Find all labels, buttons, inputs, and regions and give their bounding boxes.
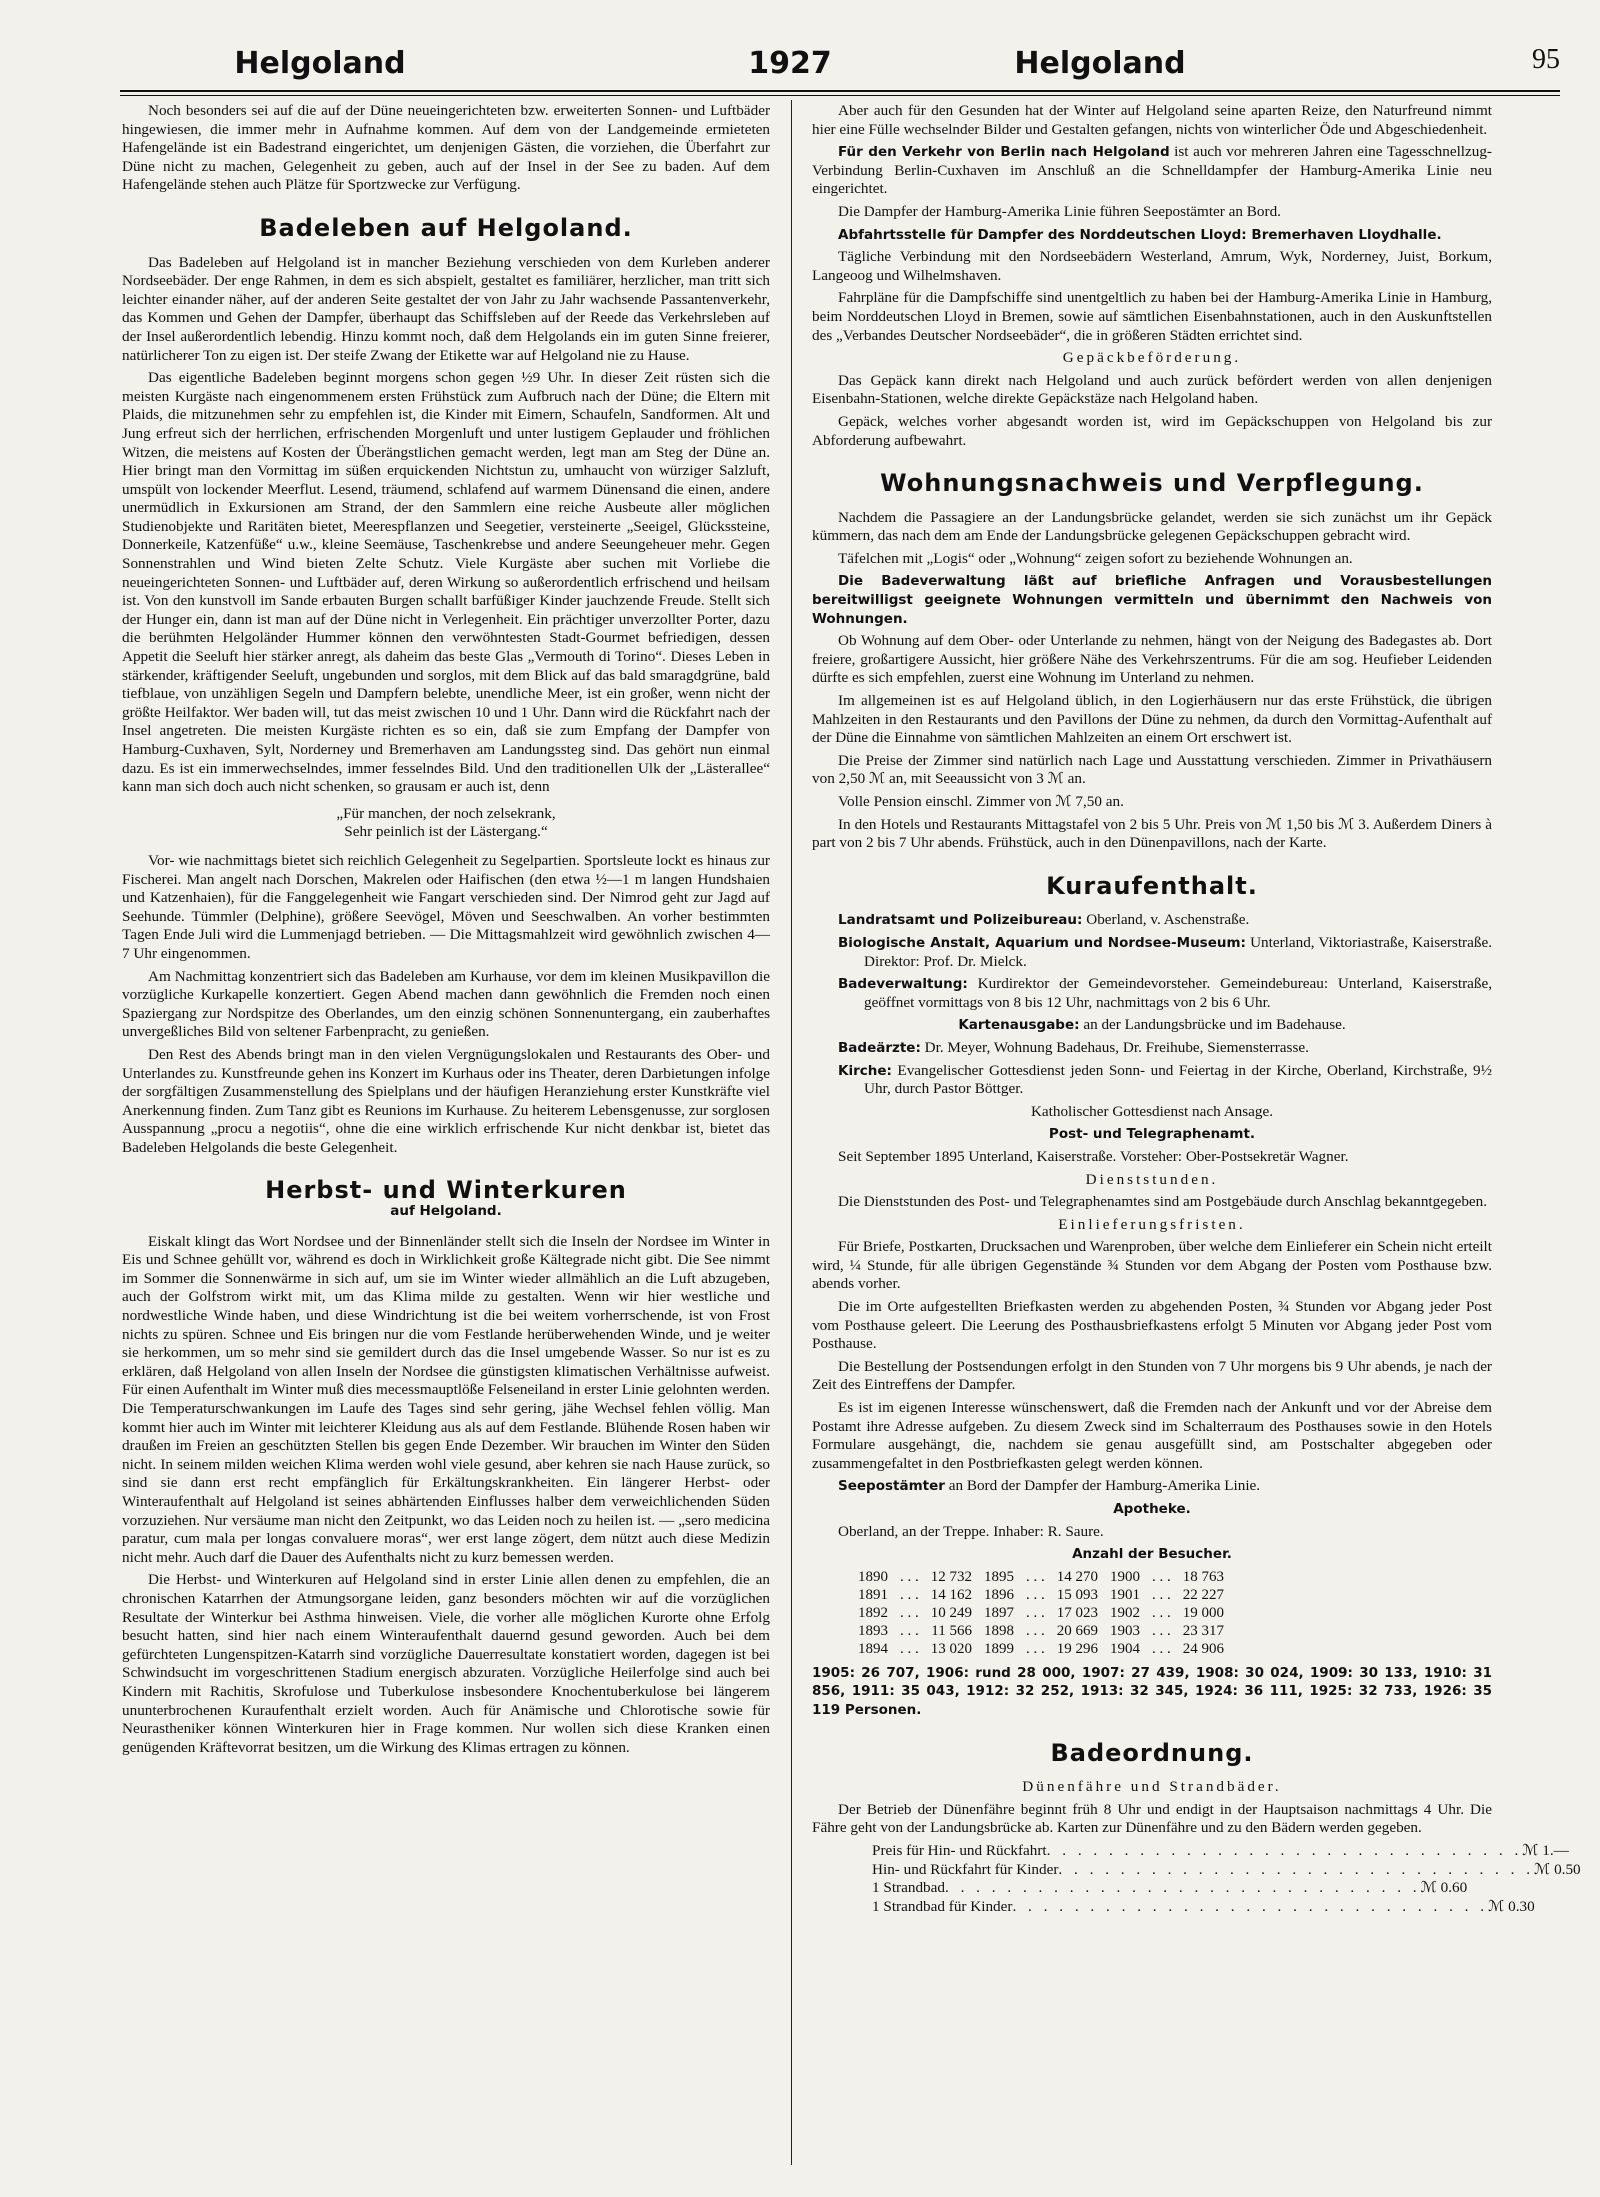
count-cell: 20 669 xyxy=(1056,1622,1098,1639)
badeleben-paragraph-1: Das Badeleben auf Helgoland ist in mancher Beziehung verschieden von dem Kurleben anderer Nordseebäder. Der enge Rahmen, in dem es sich abspielt, gestaltet es familiärer, herzlicher, man tritt sich leichter einander näher, auf der anderen Seite gestaltet der von Jahr zu Jahr wachsende Passantenverkehr, das Kommen und Gehen der Dampfer, überhaupt das Schiffsleben auf der Reede das Verkehrsleben auf der Insel außerordentlich lebendig. Hinzu kommt noch, daß dem Helgolands ein im guten Sinne freierer, natürlicherer Ton zu eigen ist. Der steife Zwang der Etikette war auf Helgoland nie zu Hause. xyxy=(122,253,770,364)
price-list xyxy=(812,1841,1581,1916)
count-cell: 14 270 xyxy=(1056,1568,1098,1585)
table-row xyxy=(852,1604,1230,1622)
fahrplaene-paragraph: Fahrpläne für die Dampfschiffe sind unentgeltlich zu haben bei der Hamburg-Amerika Linie in Hamburg, beim Norddeutschen Lloyd in Bremen, sowie auf sämtlichen Eisenbahnstationen, auch in den Auskunftstellen des „Verbandes Deutscher Nordseebäder“, die in größeren Städten errichtet sind. xyxy=(812,289,1492,344)
year-cell: 1896 xyxy=(984,1586,1014,1603)
kur-item-badeverwaltung xyxy=(812,975,1492,1012)
wohnung-paragraph-2: Täfelchen mit „Logis“ oder „Wohnung“ zeigen sofort zu beziehende Wohnungen an. xyxy=(838,549,1353,567)
duenenfaehre-heading: Dünenfähre und Strandbäder. xyxy=(1022,1778,1282,1796)
wohnung-paragraph-4: Ob Wohnung auf dem Ober- oder Unterlande zu nehmen, hängt von der Neigung des Badegastes ab. Dort freiere, großartigere Aussicht, hier größere Nähe des Verkehrszentrums. Für die am sog. Heufieber Leidenden dürfte es sich empfehlen, zuerst eine Wohnung im Unterland zu nehmen. xyxy=(812,632,1492,687)
count-cell: 24 906 xyxy=(1182,1640,1224,1657)
leader-dots: . . . xyxy=(1026,1640,1045,1657)
gepaeck-paragraph-1: Das Gepäck kann direkt nach Helgoland und auch zurück befördert werden von allen denjenigen Eisenbahn-Stationen, welche direkte Gepäckstäze nach Helgoland haben. xyxy=(812,371,1492,408)
left-column xyxy=(122,102,770,1761)
badeleben-paragraph-4: Am Nachmittag konzentriert sich das Badeleben am Kurhause, vor dem im kleinen Musikpavillon die vorzügliche Kurkapelle konzertiert. Gegen Abend machen dann gewöhnlich die Fremden noch einen Spaziergang zur Nordspitze des Oberlandes, um den einzig schönen Sonnenuntergang, ein zauberhaftes unvergeßliches Bild von seltener Farbenpracht, zu genießen. xyxy=(122,967,770,1041)
year-cell: 1901 xyxy=(1110,1586,1140,1603)
einlieferung-heading: Einlieferungsfristen. xyxy=(1058,1215,1246,1233)
berlin-label: Für den Verkehr von Berlin nach Helgoland xyxy=(838,144,1170,161)
post-paragraph-2: Die Dienststunden des Post- und Telegraphenamtes sind am Postgebäude durch Anschlag bekanntgegeben. xyxy=(838,1193,1488,1211)
badeordnung-paragraph: Der Betrieb der Dünenfähre beginnt früh 8 Uhr und endigt in der Hauptsaison nachmittags 4 Uhr. Die Fähre geht von der Landungsbrücke ab. Karten zur Dünenfähre und zu den Bädern werden gegeben. xyxy=(812,1800,1492,1837)
price-row xyxy=(872,1860,1581,1880)
kur-text: Kurdirektor der Gemeindevorsteher. Gemeindebureau: Unterland, Kaiserstraße, geöffnet vormittags von 8 bis 12 Uhr, nachmittags von 2 bis 6 Uhr. xyxy=(864,975,1492,1011)
besucher-footer: 1905: 26 707, 1906: rund 28 000, 1907: 27 439, 1908: 30 024, 1909: 30 133, 1910: 31 856, 1911: 35 043, 1912: 32 252, 1913: 32 345, 1924: 36 111, 1925: 32 733, 1926: 35 119 Personen. xyxy=(812,1664,1492,1718)
intro-paragraph: Noch besonders sei auf die auf der Düne neueingerichteten bzw. erweiterten Sonnen- und Luftbäder hingewiesen, die immer mehr in Aufnahme kommen. Auf dem von der Landgemeinde ermieteten Hafengelände ist ein Badestrand eingerichtet, um denjenigen Gästen, die vorziehen, die Überfahrt zur Düne nicht zu machen, Gelegenheit zu geben, auch auf der Insel in der See zu baden. Auf dem Hafengelände stehen auch Plätze für Sportzwecke zur Verfügung. xyxy=(122,102,770,194)
table-row xyxy=(852,1586,1230,1604)
year-cell: 1904 xyxy=(1110,1640,1140,1657)
price-label: 1 Strandbad xyxy=(872,1879,945,1897)
wohnung-paragraph-3: Die Badeverwaltung läßt auf briefliche Anfragen und Vorausbestellungen bereitwilligst geeignete Wohnungen vermitteln und übernimmt den Nachweis von Wohnungen. xyxy=(812,573,1492,627)
column-divider xyxy=(791,100,792,2165)
leader-dots: . . . xyxy=(1152,1640,1171,1657)
leader-dots: . . . . . . . . . . . . . . . . . . . . . . . . . . . . . . . xyxy=(944,1879,1421,1897)
count-cell: 18 763 xyxy=(1182,1568,1224,1585)
badeleben-paragraph-2: Das eigentliche Badeleben beginnt morgens schon gegen ½9 Uhr. In dieser Zeit rüsten sich die meisten Kurgäste nach eingenommenem ersten Frühstück zum Aufbruch nach der Düne; die Eltern mit Plaids, die mitzunehmen sehr zu empfehlen ist, die Kinder mit Eimern, Schaufeln, Sandformen. Alt und Jung erfreut sich der herrlichen, erfrischenden Morgenluft und unter lustigem Geplauder und fröhlichen Witzen, die meistens auf Kosten der Überängstlichen gemacht werden, legt man am Steg der Düne an. Hier bringt man den Vormittag im süßen erquickenden Nichtstun zu, umhaucht von würziger Salzluft, umspült von lockender Meerflut. Lesend, träumend, schlafend auf warmem Dünensand die einen, andere unermüdlich in Exkursionen am Strand, der den Sammlern eine reiche Ausbeute aller möglichen Studienobjekte und Raritäten bietet, Meerespflanzen und Seegetier, versteinerte „Seeigel, Glückssteine, Donnerkeile, Katzenfüße“ u.w., kleine Seemäuse, Taschenkrebse und andere Seeungeheuer mehr. Gegen Sonnenstrahlen und Wind bieten Zelte Schutz. Viele Kurgäste aber suchen mit Vorliebe die neueingerichteten Sonnen- und Luftbäder auf, deren Wirkung so außerordentlich erfrischend und heilsam ist. Von den kunstvoll im Sande erbauten Burgen schallt barfüßiger Kinder jauchzende Freude. Stellt sich der Hunger ein, dann ist man auf der Düne nicht in Verlegenheit. Ein prächtiger unverzollter Porter, dazu die berühmten Helgoländer Hummer können den verwöhntesten Stadt-Gourmet befriedigen, dessen Appetit die Seeluft hier stärker anregt, als daheim das beste Glas „Vermouth di Torino“. Dieses Leben in stärkender, kräftigender Seeluft, ungebunden und sorglos, mit dem Blick auf das bald smaragdgrüne, bald tiefblaue, von unzähligen Segeln und Dampfern belebte, unendliche Meer, ist ein großer, wenn nicht der größte Heilfaktor. Wer baden will, tut das meist zwischen 10 und 1 Uhr. Dann wird die Rückfahrt nach der Insel angetreten. Die meisten Kurgäste richten es so ein, daß sie zum Empfang der Dampfer von Hamburg-Cuxhaven, Sylt, Norderney und Bremerhaven am Landungssteg sind. Das gehört nun einmal dazu. Es ist ein immerwechselndes, immer fesselndes Bild. Und den traditionellen Ulk der „Lästerallee“ kann man sich doch auch nicht schenken, so grausam er auch ist, denn xyxy=(122,369,770,796)
apotheke-heading: Apotheke. xyxy=(1113,1501,1191,1517)
badeleben-paragraph-5: Den Rest des Abends bringt man in den vielen Vergnügungslokalen und Restaurants des Ober- und Unterlandes zu. Kunstfreunde gehen ins Konzert im Kurhaus oder ins Theater, deren Darbietungen infolge der sorgfältigen Zusammenstellung des Spielplans und der häufigen Heranziehung erster Kunstkräfte viel Anerkennung finden. Zum Tanz gibt es Reunions im Kurhause. Zu heiterem Lebensgenusse, zur sorglosen Ausspannung „procu a negotiis“, ohne die eine wirklich erfrischende Kur nicht denkbar ist, bietet das Badeleben Helgolands die beste Gelegenheit. xyxy=(122,1045,770,1156)
poem-line-1: „Für manchen, der noch zelsekrank, xyxy=(336,804,556,822)
badeordnung-heading: Badeordnung. xyxy=(1050,1738,1254,1767)
leader-dots: . . . xyxy=(1152,1568,1171,1585)
wohnung-paragraph-5: Im allgemeinen ist es auf Helgoland üblich, in den Logierhäusern nur das erste Frühstück, die übrigen Mahlzeiten in den Restaurants und den Pavillons der Düne zu nehmen, da durch den Vormittag-Aufenthalt auf der Düne die Einnahme von sämtlichen Mahlzeiten an einem Ort erschwert ist. xyxy=(812,692,1492,747)
post-heading: Post- und Telegraphenamt. xyxy=(1048,1126,1256,1143)
count-cell: 14 162 xyxy=(930,1586,972,1603)
right-column xyxy=(812,102,1581,1916)
seepost-text: an Bord der Dampfer der Hamburg-Amerika Linie. xyxy=(944,1477,1261,1495)
badeleben-paragraph-3: Vor- wie nachmittags bietet sich reichlich Gelegenheit zu Segelpartien. Sportsleute lockt es hinaus zur Fischerei. Man angelt nach Dorschen, Makrelen oder Haifischen (den etwa ½—1 m langen Hundshaien und Katzenhaien), für die Fanggelegenheit wie Fangart verschieden sind. Der Nimrod geht zur Jagd auf Seehunde. Tümmler (Delphine), größere Seevögel, Möven und Seeschwalben. An vorher bestimmten Tagen Ende Juli wird die Lummenjagd betrieben. — Die Mittagsmahlzeit wird gewöhnlich zwischen 4—7 Uhr eingenommen. xyxy=(122,851,770,962)
poem-line-2: Sehr peinlich ist der Lästergang.“ xyxy=(344,823,548,841)
poem-quote xyxy=(122,805,770,842)
lloyd-paragraph: Abfahrtsstelle für Dampfer des Norddeutschen Lloyd: Bremerhaven Lloydhalle. xyxy=(838,226,1442,243)
leader-dots: . . . xyxy=(900,1586,919,1603)
herbst-subheading: auf Helgoland. xyxy=(390,1203,502,1220)
kur-text: Dr. Meyer, Wohnung Badehaus, Dr. Freihube, Siemensterrasse. xyxy=(920,1038,1309,1056)
count-cell: 23 317 xyxy=(1182,1622,1224,1639)
table-row xyxy=(852,1568,1230,1586)
kur-text: an der Landungsbrücke und im Badehause. xyxy=(1079,1016,1346,1034)
kur-label: Biologische Anstalt, Aquarium und Nordsee-Museum: xyxy=(838,934,1246,951)
count-cell: 13 020 xyxy=(930,1640,972,1657)
verbindung-paragraph: Tägliche Verbindung mit den Nordseebädern Westerland, Amrum, Wyk, Norderney, Juist, Borkum, Langeoog und Wilhelmshaven. xyxy=(812,248,1492,284)
kur-item-kirche xyxy=(812,1062,1492,1099)
kur-item-aerzte xyxy=(812,1039,1492,1058)
kur-label: Badeärzte: xyxy=(838,1039,921,1056)
price-row xyxy=(872,1841,1569,1861)
besucher-table xyxy=(852,1568,1230,1658)
year-cell: 1898 xyxy=(984,1622,1014,1639)
herbst-paragraph-2: Die Herbst- und Winterkuren auf Helgoland sind in erster Linie allen denen zu empfehlen, die an chronischen Katarrhen der Atmungsorgane leiden, ganz besonders möchten wir auf die vorzüglichen Resultate der Winterkur bei Asthma hinweisen. Viele, die vorher alle möglichen Kurorte ohne Erfolg besucht hatten, sind hier nach einem Winteraufenthalt dauernd gesund geworden. Auch bei dem gefürchteten Lungenspitzen-Katarrh sind vorzügliche Dauerresultate konstatiert worden, dagegen ist bei Schwindsucht im vorgeschrittenen Stadium energisch abzuraten. Vorzügliche Heilerfolge sind auch bei Kindern mit Rachitis, Skrofulose und Tuberkulose insbesondere Knochentuberkulose bei längerem ununterbrochenen Kuraufenthalt erzielt worden. Auch für Anämische und Chlorotische sowie für Neurastheniker können Winterkuren hier in Frage kommen. Nur wollen sich diese Kranken einen genügenden Kräftevorrat besitzen, um die Wirkung des Klimas ertragen zu können. xyxy=(122,1571,770,1756)
kur-heading: Kuraufenthalt. xyxy=(1046,871,1258,900)
price-value: ℳ 0.30 xyxy=(1488,1897,1535,1915)
price-value: ℳ 1.— xyxy=(1522,1841,1569,1859)
leader-dots: . . . xyxy=(900,1604,919,1621)
header-left-title: Helgoland xyxy=(234,46,406,81)
price-value: ℳ 0.50 xyxy=(1534,1860,1581,1878)
year-cell: 1894 xyxy=(858,1640,888,1657)
table-row xyxy=(852,1622,1230,1640)
count-cell: 17 023 xyxy=(1056,1604,1098,1621)
header-right-title: Helgoland xyxy=(1014,46,1186,81)
header-year: 1927 xyxy=(748,46,832,81)
kur-item-karten xyxy=(812,1016,1492,1035)
kur-text: Evangelischer Gottesdienst jeden Sonn- und Feiertag in der Kirche, Oberland, Kirchstraße, 9½ Uhr, durch Pastor Böttger. xyxy=(864,1061,1492,1098)
leader-dots: . . . xyxy=(1026,1568,1045,1585)
leader-dots: . . . . . . . . . . . . . . . . . . . . . . . . . . . . . . . xyxy=(1046,1841,1523,1859)
kur-text: Unterland, Viktoriastraße, Kaiserstraße. Direktor: Prof. Dr. Mielck. xyxy=(864,933,1492,970)
gepaeck-heading: Gepäckbeförderung. xyxy=(1062,349,1242,367)
page-number: 95 xyxy=(1532,44,1560,75)
leader-dots: . . . xyxy=(1152,1586,1171,1603)
header-rule xyxy=(120,90,1560,96)
herbst-heading: Herbst- und Winterkuren xyxy=(265,1176,627,1205)
post-paragraph-4: Die im Orte aufgestellten Briefkasten werden zu abgehenden Posten, ¾ Stunden vor Abgang jeder Post vom Posthause geleert. Die Leerung des Posthausbriefkastens erfolgt 5 Minuten vor Abgang jeder Post vom Posthause. xyxy=(812,1298,1492,1353)
price-row xyxy=(872,1897,1535,1917)
leader-dots: . . . xyxy=(1152,1622,1171,1639)
year-cell: 1895 xyxy=(984,1568,1014,1585)
leader-dots: . . . . . . . . . . . . . . . . . . . . . . . . . . . . . . . xyxy=(1012,1897,1489,1915)
kur-label: Kirche: xyxy=(838,1062,892,1079)
year-cell: 1891 xyxy=(858,1586,888,1603)
page-header xyxy=(40,40,1560,90)
leader-dots: . . . . . . . . . . . . . . . . . . . . . . . . . . . . . . . xyxy=(1058,1860,1535,1878)
year-cell: 1902 xyxy=(1110,1604,1140,1621)
dienst-heading: Dienststunden. xyxy=(1085,1170,1219,1188)
wohnung-paragraph-6: Die Preise der Zimmer sind natürlich nach Lage und Ausstattung verschieden. Zimmer in Privathäusern von 2,50 ℳ an, mit Seeaussicht von 3 ℳ an. xyxy=(812,751,1492,788)
kur-label: Badeverwaltung: xyxy=(838,976,968,993)
year-cell: 1903 xyxy=(1110,1622,1140,1639)
wohnung-paragraph-1: Nachdem die Passagiere an der Landungsbrücke gelandet, werden sie sich zunächst um ihr Gepäck kümmern, das nach dem am Ende der Landungsbrücke gelegenen Gepäckschuppen gebracht wird. xyxy=(812,508,1492,545)
count-cell: 11 566 xyxy=(931,1622,972,1639)
price-label: Hin- und Rückfahrt für Kinder xyxy=(872,1860,1059,1878)
post-paragraph-6: Es ist im eigenen Interesse wünschenswert, daß die Fremden nach der Ankunft und vor der Abreise dem Postamt ihre Adresse aufgeben. Zu diesem Zweck sind im Schalterraum des Posthauses sowie in den Hotels Formulare ausgehängt, die, nachdem sie genau ausgefüllt sind, am Postschalter abgegeben oder zusammengefaltet in den Postbriefkasten gelegt werden können. xyxy=(812,1399,1492,1472)
kur-item-biologische xyxy=(812,934,1492,971)
count-cell: 22 227 xyxy=(1182,1586,1224,1603)
badeleben-heading: Badeleben auf Helgoland. xyxy=(259,213,633,242)
leader-dots: . . . xyxy=(1026,1586,1045,1603)
besucher-heading: Anzahl der Besucher. xyxy=(1072,1546,1232,1563)
year-cell: 1899 xyxy=(984,1640,1014,1657)
price-row xyxy=(872,1879,1468,1898)
seepost-paragraph: Die Dampfer der Hamburg-Amerika Linie führen Seepostämter an Bord. xyxy=(838,202,1281,220)
kur-label: Kartenausgabe: xyxy=(958,1017,1080,1034)
gepaeck-paragraph-2: Gepäck, welches vorher abgesandt worden ist, wird im Gepäckschuppen von Helgoland bis zur Abforderung aufbewahrt. xyxy=(812,412,1492,449)
kur-item-katholisch: Katholischer Gottesdienst nach Ansage. xyxy=(1030,1102,1274,1120)
leader-dots: . . . xyxy=(900,1568,919,1585)
berlin-text: ist auch vor mehreren Jahren eine Tagesschnellzug-Verbindung Berlin-Cuxhaven im Anschluß an die Schnelldampfer der Hamburg-Amerika Linie neu eingerichtet. xyxy=(812,143,1492,198)
leader-dots: . . . xyxy=(1026,1604,1045,1621)
winter-paragraph: Aber auch für den Gesunden hat der Winter auf Helgoland seine aparten Reize, den Naturfreund nimmt hier eine Fülle wechselnder Bilder und Gestalten gefangen, nichts von winterlicher Öde und Abgeschiedenheit. xyxy=(812,102,1492,138)
kur-label: Landratsamt und Polizeibureau: xyxy=(838,912,1083,929)
post-paragraph-1: Seit September 1895 Unterland, Kaiserstraße. Vorsteher: Ober-Postsekretär Wagner. xyxy=(838,1147,1349,1165)
kur-text: Oberland, v. Aschenstraße. xyxy=(1082,911,1250,929)
post-paragraph-3: Für Briefe, Postkarten, Drucksachen und Warenproben, über welche dem Einlieferer ein Schein nicht erteilt wird, ¼ Stunde, für alle übrigen Gegenstände ¾ Stunden vor dem Abgang der Posten vom Posthause bzw. abends vorher. xyxy=(812,1238,1492,1293)
year-cell: 1897 xyxy=(984,1604,1014,1621)
leader-dots: . . . xyxy=(900,1640,919,1657)
leader-dots: . . . xyxy=(1152,1604,1171,1621)
year-cell: 1893 xyxy=(858,1622,888,1639)
wohnung-paragraph-8: In den Hotels und Restaurants Mittagstafel von 2 bis 5 Uhr. Preis von ℳ 1,50 bis ℳ 3. Außerdem Diners à part von 2 bis 7 Uhr abends. Frühstück, auch in den Dünenpavillons, nach der Karte. xyxy=(812,815,1492,852)
count-cell: 15 093 xyxy=(1056,1586,1098,1603)
price-value: ℳ 0.60 xyxy=(1420,1879,1468,1897)
table-row xyxy=(852,1640,1230,1658)
berlin-paragraph xyxy=(812,143,1492,199)
apotheke-text: Oberland, an der Treppe. Inhaber: R. Saure. xyxy=(838,1522,1104,1540)
leader-dots: . . . xyxy=(900,1622,919,1639)
price-label: Preis für Hin- und Rückfahrt xyxy=(872,1841,1047,1859)
count-cell: 12 732 xyxy=(930,1568,972,1585)
count-cell: 19 000 xyxy=(1182,1604,1224,1621)
price-label: 1 Strandbad für Kinder xyxy=(872,1897,1013,1915)
wohnung-heading: Wohnungsnachweis und Verpflegung. xyxy=(880,469,1424,498)
year-cell: 1892 xyxy=(858,1604,888,1621)
leader-dots: . . . xyxy=(1026,1622,1045,1639)
wohnung-paragraph-7: Volle Pension einschl. Zimmer von ℳ 7,50 an. xyxy=(838,793,1124,810)
seepost-line xyxy=(812,1477,1492,1496)
year-cell: 1890 xyxy=(858,1568,888,1585)
seepost-label: Seepostämter xyxy=(838,1478,945,1495)
count-cell: 10 249 xyxy=(930,1604,972,1621)
year-cell: 1900 xyxy=(1110,1568,1140,1585)
herbst-paragraph-1: Eiskalt klingt das Wort Nordsee und der Binnenländer stellt sich die Inseln der Nordsee im Winter in Eis und Schnee gehüllt vor, während es doch in Wirklichkeit große Kältegrade nicht gibt. Die See nimmt im Sommer die Sonnenwärme in sich auf, um sie im Winter wieder allmählich an die Luft abzugeben, auch der Golfstrom wirkt mit, um das Klima milde zu gestalten. Wenn wir hier westliche und nordwestliche Winde haben, und diese Windrichtung ist die bei weitem vorherrschende, ist von Frost nichts zu spüren. Schnee und Eis bringen nur die vom Festlande herüberwehenden Winde, und je weiter sie herkommen, um so mehr sind sie gemildert durch das die Insel umgebende Wasser. So nur ist es zu erklären, daß Helgoland von allen Inseln der Nordsee die günstigsten klimatischen Verhältnisse aufweist. Für einen Aufenthalt im Winter muß dies mecessmauptlöße Felseneiland in erster Linie gelohnten werden. Die Temperaturschwankungen im Laufe des Tages sind sehr gering, jähe Wechsel fehlen völlig. Man kommt hier auch im Winter mit leichterer Kleidung aus als auf dem Festlande. Blühende Rosen haben wir draußen im Freien an geschützten Stellen bis gegen Ende Dezember. Wir brauchen im Winter den Süden nicht. In seinem milden weichen Klima werden wohl viele gesund, aber kehren sie nach Hause zurück, so sind sie dann erst recht empfänglich für Erkältungskrankheiten. Ein längerer Herbst- oder Winteraufenthalt auf Helgoland ist seines abhärtenden Einflusses halber dem verweichlichenden Süden vorzuziehen. Nur versäume man nicht den Zeitpunkt, wo das Leiden noch zu heilen ist. — „sero medicina paratur, cum mala per longas convaluere moras“, wer erst lange zögert, dem nützt auch diese Medizin nicht mehr. Auch darf die Dauer des Aufenthalts nicht zu kurz bemessen werden. xyxy=(122,1232,770,1566)
post-paragraph-5: Die Bestellung der Postsendungen erfolgt in den Stunden von 7 Uhr morgens bis 9 Uhr abends, je nach der Zeit des Eintreffens der Dampfer. xyxy=(812,1357,1492,1394)
count-cell: 19 296 xyxy=(1056,1640,1098,1657)
kur-item-landratsamt xyxy=(812,911,1492,930)
